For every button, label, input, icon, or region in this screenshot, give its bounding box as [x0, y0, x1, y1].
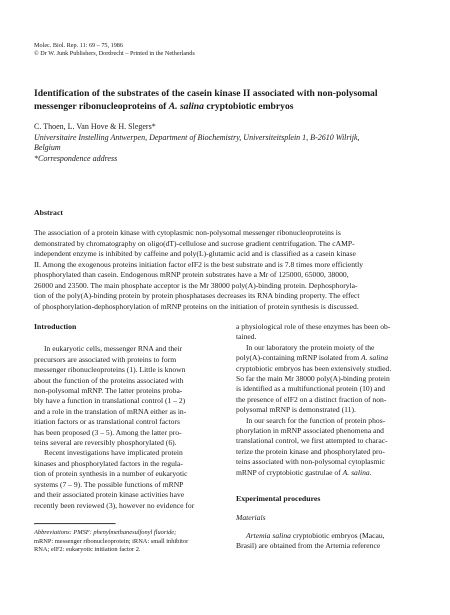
paper-title: [34, 88, 424, 113]
body-line: the presence of eIF2 on a distinct fraction of non-: [236, 394, 387, 404]
body-line: recently been reviewed (3), however no evidence for: [34, 500, 195, 510]
abstract-line: tion of the poly(A)-binding protein by protein phosphatases decreases its RNA binding property. The effect: [34, 291, 360, 300]
body-line: [236, 468, 422, 478]
body-line: [236, 531, 422, 541]
correspondence-note: *Correspondence address: [34, 153, 118, 163]
body-line: is identified as a multifunctional protein (10) and: [236, 384, 386, 394]
body-line: So far the main Mr 38000 poly(A)-binding protein: [236, 374, 390, 384]
abbreviations-line: mRNP: messenger ribonucleoprotein; iRNA: small inhibitor: [34, 537, 189, 545]
affiliation-line-2: Belgium: [34, 143, 61, 152]
left-column: [34, 322, 220, 555]
abstract-line: II. Among the exogenous proteins initiation factor eIF2 is the best substrate and is 7.8 times more efficiently: [34, 259, 364, 269]
abstract-line: The association of a protein kinase with cytoplasmic non-polysomal messenger ribonucleoproteins is: [34, 228, 341, 237]
species-name: A. salina: [361, 353, 389, 363]
body-line: systems (7 – 9). The possible functions of mRNP: [34, 479, 184, 489]
body-line: tained.: [236, 332, 257, 342]
body-line: [236, 353, 422, 363]
abstract-body: [34, 228, 418, 312]
body-text: poly(A)-containing mRNP isolated from: [236, 353, 361, 363]
body-line: bly have a function in translational control (1 – 2): [34, 396, 186, 406]
abstract-line: phosphorylated than casein. Endogenous mRNP protein substrates have a Mr of 125000, 65000, 38000,: [34, 270, 349, 279]
body-line: a physiological role of these enzymes has been ob-: [236, 322, 391, 331]
body-line: translational control, we first attempted to charac-: [236, 436, 388, 446]
abstract-heading: Abstract: [34, 208, 64, 217]
body-text: cryptobiotic embryos (Macau,: [290, 530, 385, 540]
introduction-heading: Introduction: [34, 322, 77, 331]
publisher-line: © Dr W. Junk Publishers, Dordrecht – Printed in the Netherlands: [34, 50, 195, 57]
right-column: [236, 322, 422, 552]
author-names: C. Thoen, L. Van Hove & H. Slegers*: [34, 122, 156, 131]
body-line: non-polysomal mRNP. The latter proteins proba-: [34, 386, 183, 396]
species-name: Artemia salina: [246, 530, 291, 540]
body-line: In eukaryotic cells, messenger RNA and their: [44, 344, 183, 354]
body-line: kinases and phosphorylated factors in the regula-: [34, 458, 183, 468]
abstract-line: 26000 and 23500. The main phosphate acceptor is the Mr 38000 poly(A)-binding protein. Dephosphoryla-: [34, 280, 358, 290]
author-block: [34, 122, 424, 164]
abbreviations-line: RNA; eIF2: eukaryotic initiation factor 2.: [34, 546, 141, 554]
body-line: has been proposed (3 – 5). Among the latter pro-: [34, 427, 182, 437]
materials-subheading: Materials: [236, 512, 266, 522]
body-text: mRNP of cryptobiotic gastrulae of: [236, 467, 343, 477]
body-line: terize the protein kinase and phosphorylated pro-: [236, 446, 385, 456]
body-line: In our search for the function of protein phos-: [246, 415, 386, 425]
body-line: cryptobiotic embryos has been extensively studied.: [236, 363, 392, 373]
body-line: itiation factors or as translational control factors: [34, 417, 180, 427]
body-line: phorylation in mRNP associated phenomena and: [236, 426, 384, 436]
body-line: polysomal mRNP is demonstrated (11).: [236, 405, 356, 415]
body-line: Brasil) are obtained from the Artemia reference: [236, 541, 381, 551]
body-line: and their associated protein kinase activities have: [34, 490, 185, 500]
title-line-1: Identification of the substrates of the casein kinase II associated with non-polysomal: [34, 88, 378, 99]
experimental-procedures-heading: Experimental procedures: [236, 494, 321, 504]
abstract-line: of phosphorylation-dephosphorylation of mRNP proteins on the initiation of protein synthesis is discussed.: [34, 301, 359, 311]
body-line: tion of protein synthesis in a number of eukaryotic: [34, 469, 188, 479]
abstract-line: independent enzyme is inhibited by caffeine and poly(L)-glutamic acid and is classified as a casein kinase: [34, 249, 356, 258]
species-name: A. salina.: [342, 467, 372, 477]
title-text-end: cryptobiotic embryos: [203, 100, 294, 112]
abbreviations-line: Abbreviations: PMSF: phenylmethanesulfonyl fluoride;: [34, 528, 177, 536]
journal-citation: Molec. Biol. Rep. 11: 69 – 75, 1986: [34, 42, 123, 49]
title-text: messenger ribonucleoproteins of: [34, 100, 169, 112]
body-line: and a role in the translation of mRNA either as in-: [34, 406, 187, 416]
body-line: precursors are associated with proteins to form: [34, 354, 177, 364]
body-line: Recent investigations have implicated protein: [44, 448, 183, 458]
body-line: teins associated with non-polysomal cytoplasmic: [236, 457, 385, 467]
abstract-line: demonstrated by chromatography on oligo(dT)-cellulose and sucrose gradient centrifugation. The cAMP-: [34, 238, 355, 248]
body-line: In our laboratory the protein moiety of the: [246, 342, 375, 352]
body-line: teins several are reversibly phosphorylated (6).: [34, 438, 177, 448]
affiliation-line-1: Universitaire Instelling Antwerpen, Department of Biochemistry, Universiteitsplein 1, B-2610 Wilrijk,: [34, 132, 360, 142]
title-line-2: [34, 101, 424, 114]
body-line: messenger ribonucleoproteins (1). Little is known: [34, 365, 186, 375]
title-species: A. salina: [168, 100, 204, 112]
body-line: about the function of the proteins associated with: [34, 375, 184, 385]
journal-header: [34, 42, 195, 58]
